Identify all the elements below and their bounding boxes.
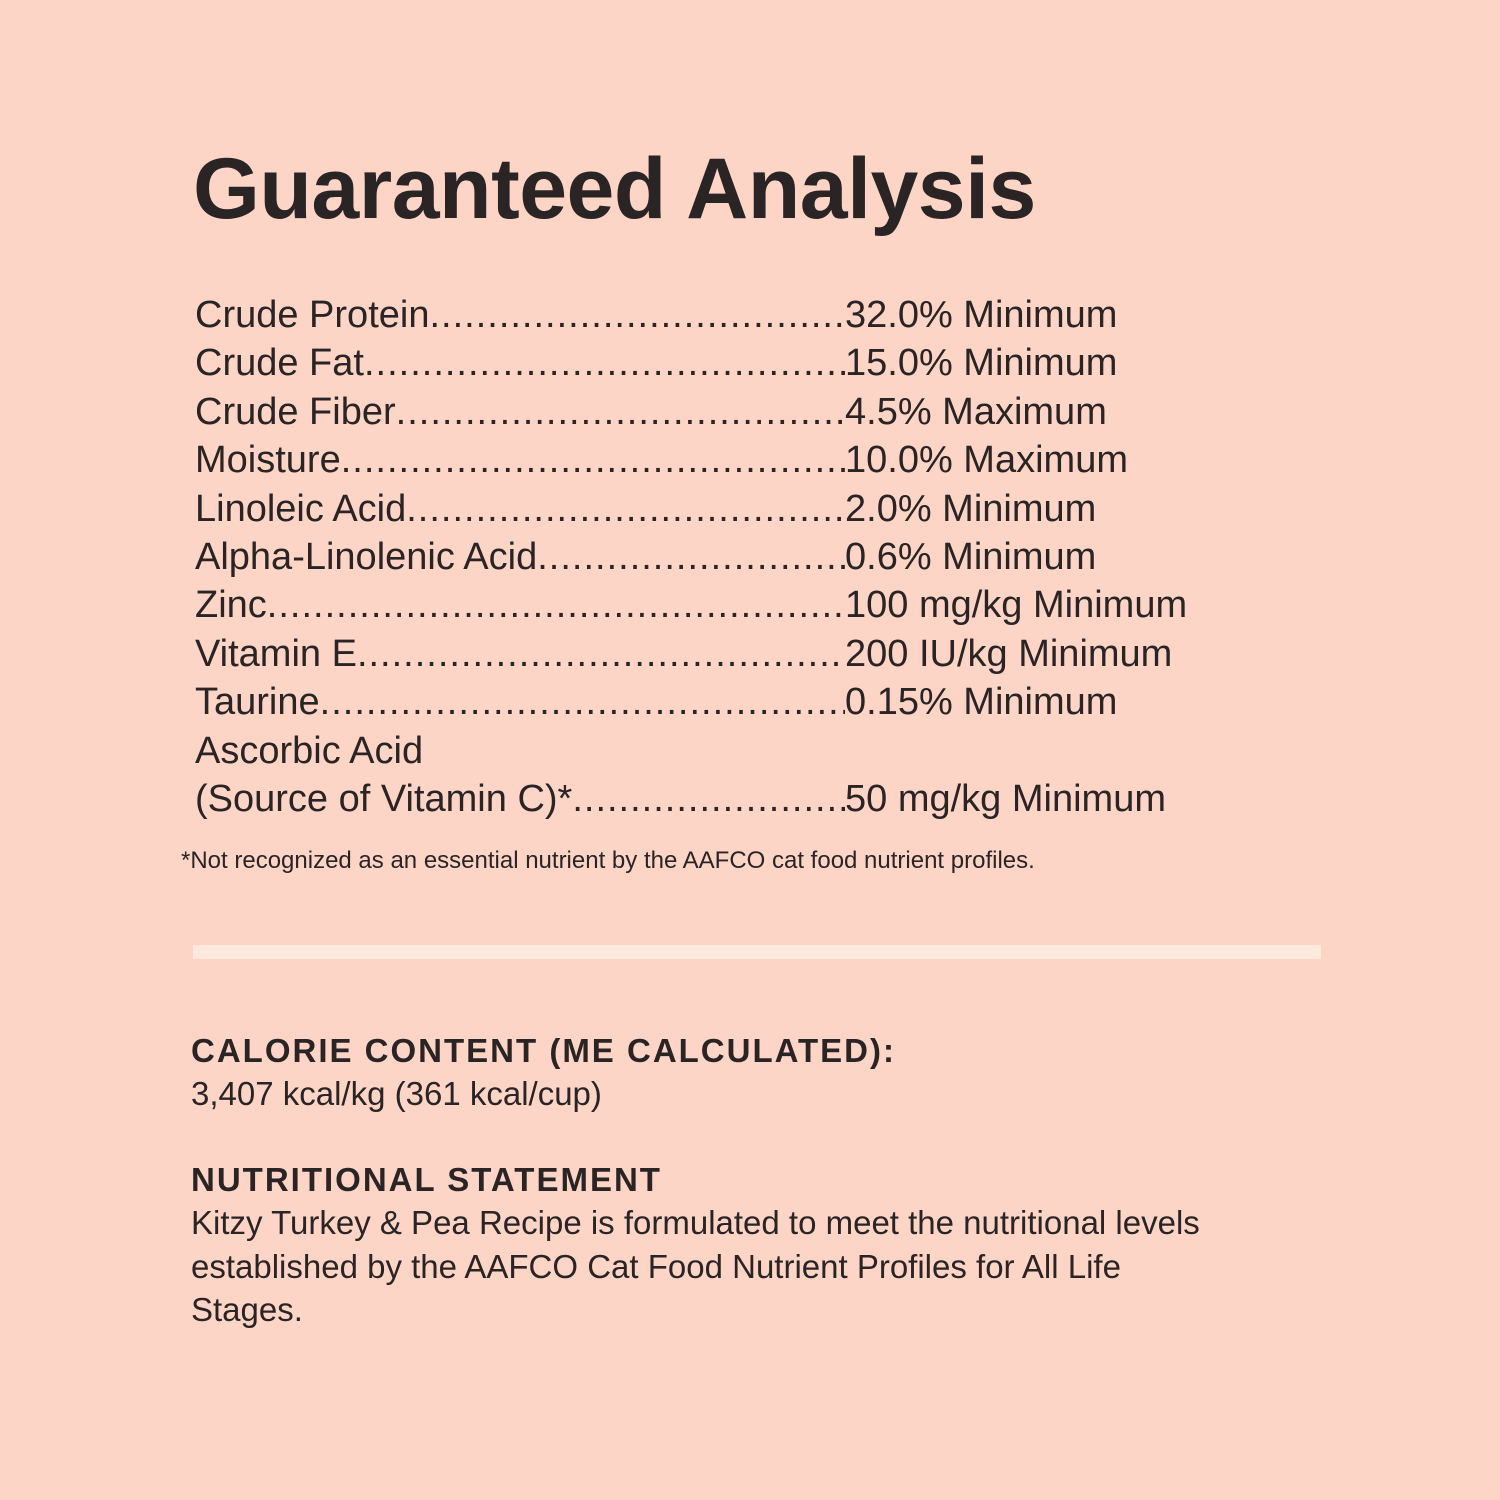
nutrient-value: 0.15% Minimum bbox=[845, 681, 1118, 724]
nutrient-name: Alpha-Linolenic Acid bbox=[195, 535, 538, 578]
dot-leader bbox=[341, 436, 845, 484]
nutrient-name: Vitamin E bbox=[195, 632, 357, 675]
nutrient-value: 2.0% Minimum bbox=[845, 487, 1097, 530]
dot-leader bbox=[429, 291, 845, 339]
dot-leader bbox=[364, 339, 845, 387]
nutrient-value: 4.5% Maximum bbox=[845, 390, 1107, 433]
divider bbox=[193, 945, 1321, 959]
dot-leader bbox=[396, 388, 845, 436]
dot-leader bbox=[406, 485, 845, 533]
nutrient-name: Ascorbic Acid bbox=[195, 729, 424, 772]
dot-leader bbox=[357, 630, 845, 678]
analysis-row-crude-fat bbox=[195, 339, 1255, 387]
analysis-row-crude-fiber bbox=[195, 388, 1255, 436]
analysis-row-taurine bbox=[195, 678, 1255, 726]
guaranteed-analysis-list bbox=[195, 291, 1255, 823]
footnote: *Not recognized as an essential nutrient by the AAFCO cat food nutrient profiles. bbox=[181, 847, 1035, 874]
nutrient-name: Linoleic Acid bbox=[195, 487, 407, 530]
nutrient-value: 200 IU/kg Minimum bbox=[845, 632, 1173, 675]
nutrient-value: 0.6% Minimum bbox=[845, 535, 1097, 578]
nutritional-statement-heading: NUTRITIONAL STATEMENT bbox=[191, 1161, 662, 1198]
nutrient-name: Moisture bbox=[195, 439, 341, 482]
nutrient-value: 10.0% Maximum bbox=[845, 439, 1128, 482]
analysis-row-crude-protein bbox=[195, 291, 1255, 339]
nutrient-name: Crude Fat bbox=[195, 342, 364, 385]
analysis-row-moisture bbox=[195, 436, 1255, 484]
calorie-content-heading: CALORIE CONTENT (ME CALCULATED): bbox=[191, 1032, 896, 1069]
nutrient-name: Taurine bbox=[195, 681, 320, 724]
nutritional-statement-text: Kitzy Turkey & Pea Recipe is formulated to meet the nutritional levels established by the AAFCO Cat Food Nutrient Profiles for All Life Stages. bbox=[191, 1204, 1200, 1328]
nutrient-value: 15.0% Minimum bbox=[845, 342, 1118, 385]
nutrient-value: 50 mg/kg Minimum bbox=[845, 777, 1166, 820]
page-title: Guaranteed Analysis bbox=[193, 141, 1036, 237]
analysis-row-zinc bbox=[195, 581, 1255, 629]
analysis-row-linoleic-acid bbox=[195, 485, 1255, 533]
analysis-row-alpha-linolenic-acid bbox=[195, 533, 1255, 581]
dot-leader bbox=[320, 678, 845, 726]
nutrient-name: Crude Protein bbox=[195, 294, 430, 336]
analysis-row-ascorbic-acid-label bbox=[195, 727, 1255, 775]
nutrient-name: Zinc bbox=[195, 584, 267, 627]
analysis-row-ascorbic-acid bbox=[195, 775, 1255, 823]
calorie-content-text: 3,407 kcal/kg (361 kcal/cup) bbox=[191, 1075, 602, 1112]
nutrient-name: Crude Fiber bbox=[195, 390, 396, 433]
nutrient-name: (Source of Vitamin C)* bbox=[195, 777, 573, 820]
nutrient-value: 100 mg/kg Minimum bbox=[845, 584, 1188, 627]
dot-leader bbox=[537, 533, 845, 581]
dot-leader bbox=[572, 775, 845, 823]
nutrient-value: 32.0% Minimum bbox=[845, 294, 1118, 336]
analysis-row-vitamin-e bbox=[195, 630, 1255, 678]
dot-leader bbox=[267, 581, 845, 629]
